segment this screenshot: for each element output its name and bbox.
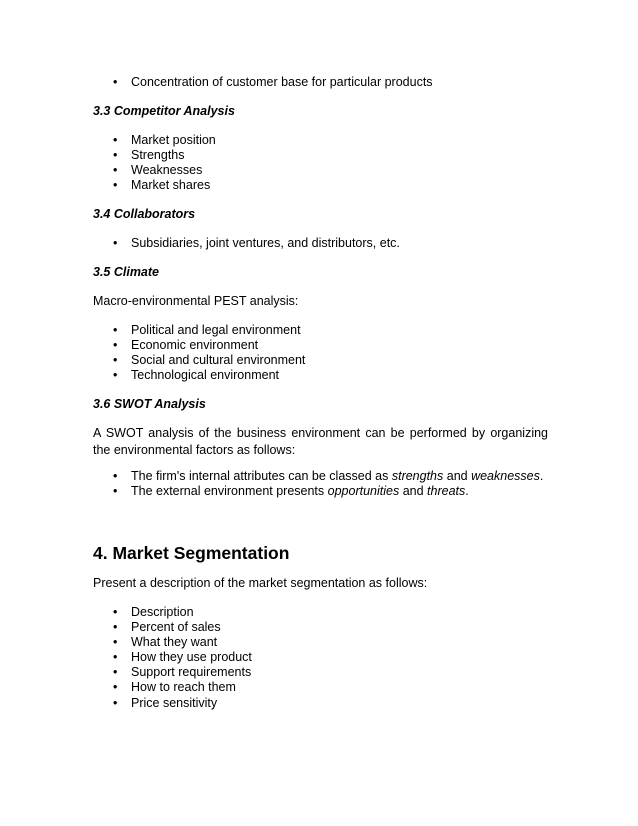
bullet-icon: • — [113, 620, 118, 635]
list-item: • Economic environment — [113, 338, 259, 353]
bullet-icon: • — [113, 605, 118, 619]
list-item: • Description — [113, 605, 194, 619]
section-heading-3-6: 3.6 SWOT Analysis — [93, 397, 206, 411]
collaborators-list — [0, 236, 560, 251]
bullet-icon: • — [113, 338, 118, 353]
list-item: • Social and cultural environment — [113, 353, 306, 368]
bullet-icon: • — [113, 323, 118, 337]
section-heading-4: 4. Market Segmentation — [93, 543, 290, 563]
top-bullet-list — [0, 75, 560, 90]
bullet-icon: • — [113, 484, 118, 499]
list-item: • Market shares — [113, 178, 211, 193]
bullet-icon: • — [113, 178, 118, 193]
bullet-icon: • — [113, 368, 118, 383]
pest-list — [0, 323, 560, 383]
competitor-analysis-list — [0, 133, 560, 193]
bullet-icon: • — [113, 665, 118, 680]
section-heading-3-5: 3.5 Climate — [93, 265, 160, 279]
list-item: • Market position — [113, 133, 216, 147]
bullet-icon: • — [113, 353, 118, 368]
section-heading-3-4: 3.4 Collaborators — [93, 207, 196, 221]
list-item: • Technological environment — [113, 368, 280, 383]
segmentation-intro: Present a description of the market segmentation as follows: — [93, 576, 428, 590]
list-item: • Weaknesses — [113, 163, 203, 178]
bullet-icon: • — [113, 133, 118, 147]
list-item: • The external environment presents opportunities and threats. — [113, 484, 469, 499]
swot-list — [0, 469, 560, 499]
bullet-icon: • — [113, 163, 118, 178]
list-item: • Support requirements — [113, 665, 252, 680]
list-item: • What they want — [113, 635, 218, 650]
list-item: • How they use product — [113, 650, 252, 665]
bullet-icon: • — [113, 680, 118, 695]
list-item: • Subsidiaries, joint ventures, and distributors, etc. — [113, 236, 400, 250]
bullet-icon: • — [113, 695, 118, 710]
bullet-icon: • — [113, 650, 118, 665]
list-item: • The firm's internal attributes can be classed as strengths and weaknesses. — [113, 469, 544, 483]
bullet-icon: • — [113, 75, 118, 89]
bullet-icon: • — [113, 469, 118, 483]
list-item: • Concentration of customer base for particular products — [113, 75, 433, 89]
list-item: • Percent of sales — [113, 620, 221, 635]
list-item: • Price sensitivity — [113, 695, 218, 710]
list-item: • How to reach them — [113, 680, 236, 695]
segmentation-list — [0, 605, 560, 711]
climate-intro: Macro-environmental PEST analysis: — [93, 294, 299, 308]
section-heading-3-3: 3.3 Competitor Analysis — [93, 104, 235, 118]
swot-paragraph: A SWOT analysis of the business environment can be performed by organizing the environmental factors as follows: — [93, 426, 548, 457]
list-item: • Political and legal environment — [113, 323, 301, 337]
bullet-icon: • — [113, 236, 118, 250]
bullet-icon: • — [113, 635, 118, 650]
list-item: • Strengths — [113, 148, 185, 163]
bullet-icon: • — [113, 148, 118, 163]
